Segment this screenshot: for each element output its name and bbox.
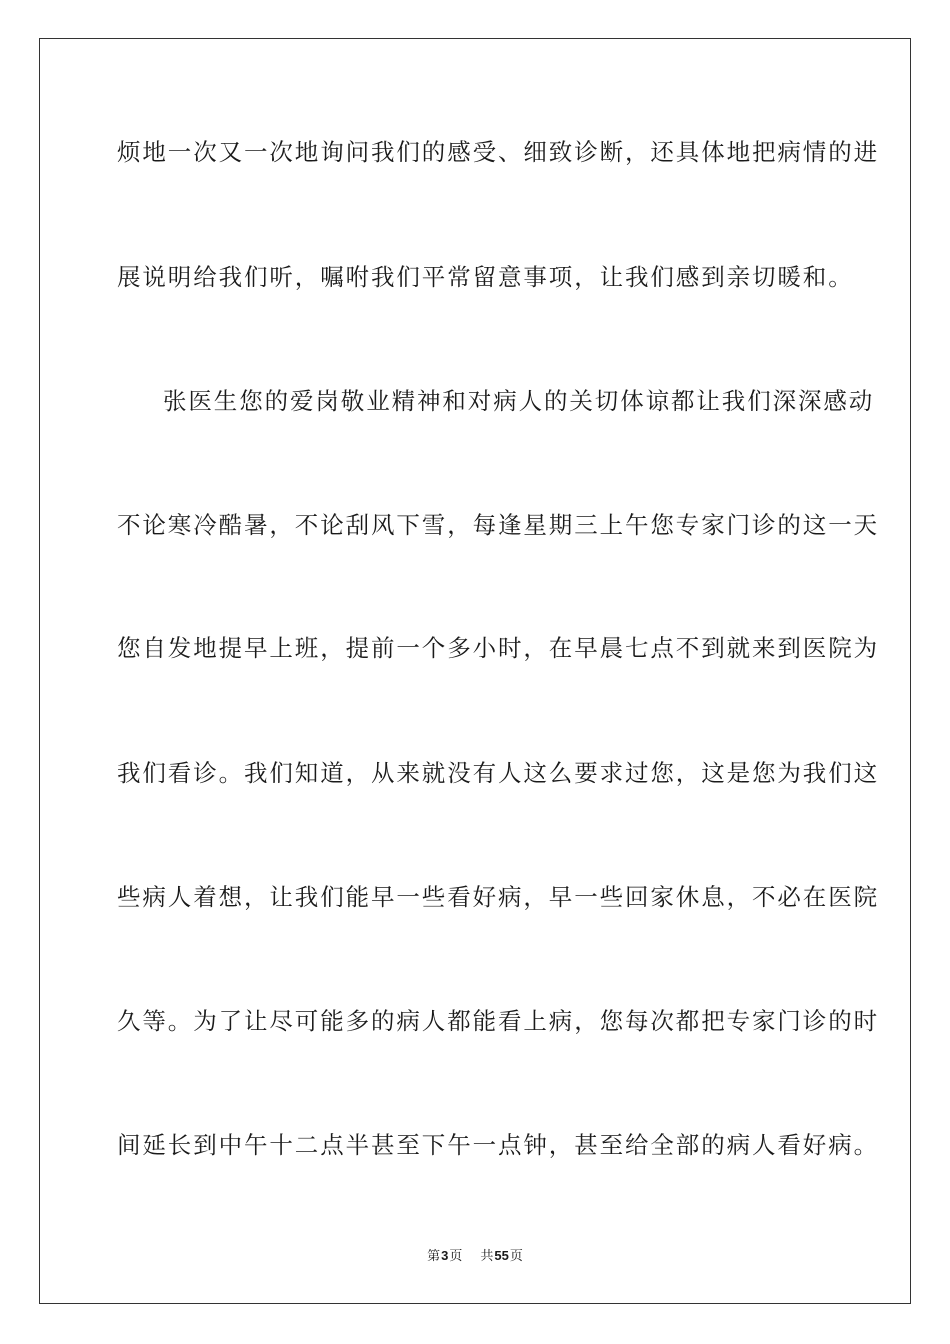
- page-number: 3: [441, 1248, 449, 1263]
- text-line-7: 些病人着想，让我们能早一些看好病，早一些回家休息，不必在医院: [117, 883, 879, 911]
- total-prefix: 共: [480, 1249, 494, 1264]
- text-line-6: 我们看诊。我们知道，从来就没有人这么要求过您，这是您为我们这: [117, 759, 879, 787]
- text-line-5: 您自发地提早上班，提前一个多小时，在早晨七点不到就来到医院为: [117, 634, 879, 662]
- total-pages: 55: [494, 1248, 509, 1263]
- page-border: [39, 38, 911, 1304]
- text-line-1: 烦地一次又一次地询问我们的感受、细致诊断，还具体地把病情的进: [117, 138, 879, 166]
- page-suffix: 页: [449, 1249, 463, 1264]
- page-prefix: 第: [427, 1249, 441, 1264]
- text-line-2: 展说明给我们听，嘱咐我们平常留意事项，让我们感到亲切暖和。: [117, 263, 854, 291]
- total-suffix: 页: [509, 1249, 523, 1264]
- page-footer: [0, 1247, 950, 1266]
- text-line-9: 间延长到中午十二点半甚至下午一点钟，甚至给全部的病人看好病。: [117, 1131, 879, 1159]
- text-line-8: 久等。为了让尽可能多的病人都能看上病，您每次都把专家门诊的时: [117, 1007, 879, 1035]
- text-line-3-paragraph-start: 张医生您的爱岗敬业精神和对病人的关切体谅都让我们深深感动: [163, 387, 875, 415]
- text-line-4: 不论寒冷酷暑，不论刮风下雪，每逢星期三上午您专家门诊的这一天: [117, 511, 879, 539]
